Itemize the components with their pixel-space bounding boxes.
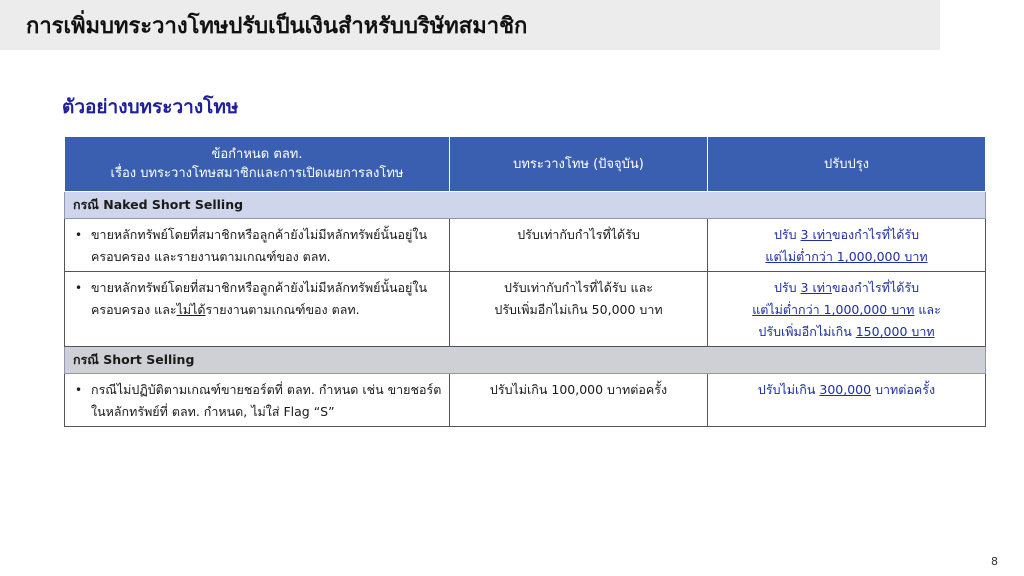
header-rule: [65, 137, 450, 192]
section-row-naked-short-selling: [65, 192, 986, 219]
rule-text: ขายหลักทรัพย์โดยที่สมาชิกหรือลูกค้ายังไม่มีหลักทรัพย์นั้นอยู่ในครอบครอง และรายงานตามเกณฑ์ของ ตลท.: [91, 227, 428, 264]
section-subtitle: ตัวอย่างบทระวางโทษ: [62, 96, 239, 118]
table-row: [65, 374, 986, 427]
header-revised: ปรับปรุง: [708, 137, 986, 192]
bullet-icon: •: [75, 383, 83, 397]
revised-minimum: แต่ไม่ต่ำกว่า 1,000,000 บาท: [752, 302, 915, 317]
revised-text: บาทต่อครั้ง: [871, 382, 936, 397]
current-penalty-cell: [450, 272, 708, 347]
section-label: กรณี Naked Short Selling: [65, 192, 986, 219]
section-label: กรณี Short Selling: [65, 347, 986, 374]
revised-text: ปรับ: [773, 227, 801, 242]
revised-emphasis: 150,000 บาท: [855, 324, 935, 339]
bullet-icon: •: [75, 281, 83, 295]
revised-emphasis: 300,000: [819, 382, 872, 397]
page-title: การเพิ่มบทระวางโทษปรับเป็นเงินสำหรับบริษัทสมาชิก: [0, 0, 940, 50]
revised-penalty-cell: [708, 219, 986, 272]
page-number: 8: [991, 555, 998, 568]
table-row: [65, 219, 986, 272]
current-penalty-cell: ปรับไม่เกิน 100,000 บาทต่อครั้ง: [450, 374, 708, 427]
rule-text: ขายหลักทรัพย์โดยที่สมาชิกหรือลูกค้ายังไม่มีหลักทรัพย์นั้นอยู่ในครอบครอง และ: [91, 280, 428, 317]
revised-penalty-cell: [708, 374, 986, 427]
penalty-table: [64, 136, 986, 427]
revised-emphasis: 3 เท่า: [800, 280, 832, 295]
revised-penalty-cell: [708, 272, 986, 347]
revised-minimum: แต่ไม่ต่ำกว่า 1,000,000 บาท: [765, 249, 928, 264]
revised-line2: [714, 299, 979, 321]
current-line2: ปรับเพิ่มอีกไม่เกิน 50,000 บาท: [494, 302, 663, 317]
rule-cell: [65, 219, 450, 272]
revised-emphasis: 3 เท่า: [800, 227, 832, 242]
rule-text: กรณีไม่ปฏิบัติตามเกณฑ์ขายชอร์ตที่ ตลท. กำหนด เช่น ขายชอร์ตในหลักทรัพย์ที่ ตลท. กำหนด, ไม่ใส่ Flag “S”: [91, 382, 442, 419]
header-rule-line2: เรื่อง บทระวางโทษสมาชิกและการเปิดเผยการลงโทษ: [110, 166, 404, 181]
revised-text: ของกำไรที่ได้รับ: [831, 280, 920, 295]
revised-text: ปรับเพิ่มอีกไม่เกิน: [758, 324, 856, 339]
current-penalty-cell: ปรับเท่ากับกำไรที่ได้รับ: [450, 219, 708, 272]
table-row: [65, 272, 986, 347]
revised-text: ของกำไรที่ได้รับ: [831, 227, 920, 242]
revised-line1: [714, 277, 979, 299]
rule-text: รายงานตามเกณฑ์ของ ตลท.: [205, 302, 360, 317]
revised-text: ปรับไม่เกิน: [757, 382, 820, 397]
bullet-icon: •: [75, 228, 83, 242]
rule-cell: [65, 272, 450, 347]
current-line1: ปรับเท่ากับกำไรที่ได้รับ และ: [504, 280, 653, 295]
rule-cell: [65, 374, 450, 427]
section-row-short-selling: [65, 347, 986, 374]
revised-text: และ: [914, 302, 941, 317]
table-header-row: [65, 137, 986, 192]
revised-line3: [714, 321, 979, 343]
revised-text: ปรับ: [773, 280, 801, 295]
header-rule-line1: ข้อกำหนด ตลท.: [211, 147, 303, 162]
header-current-penalty: บทระวางโทษ (ปัจจุบัน): [450, 137, 708, 192]
revised-line1: [714, 224, 979, 246]
rule-emphasis: ไม่ได้: [176, 302, 206, 317]
